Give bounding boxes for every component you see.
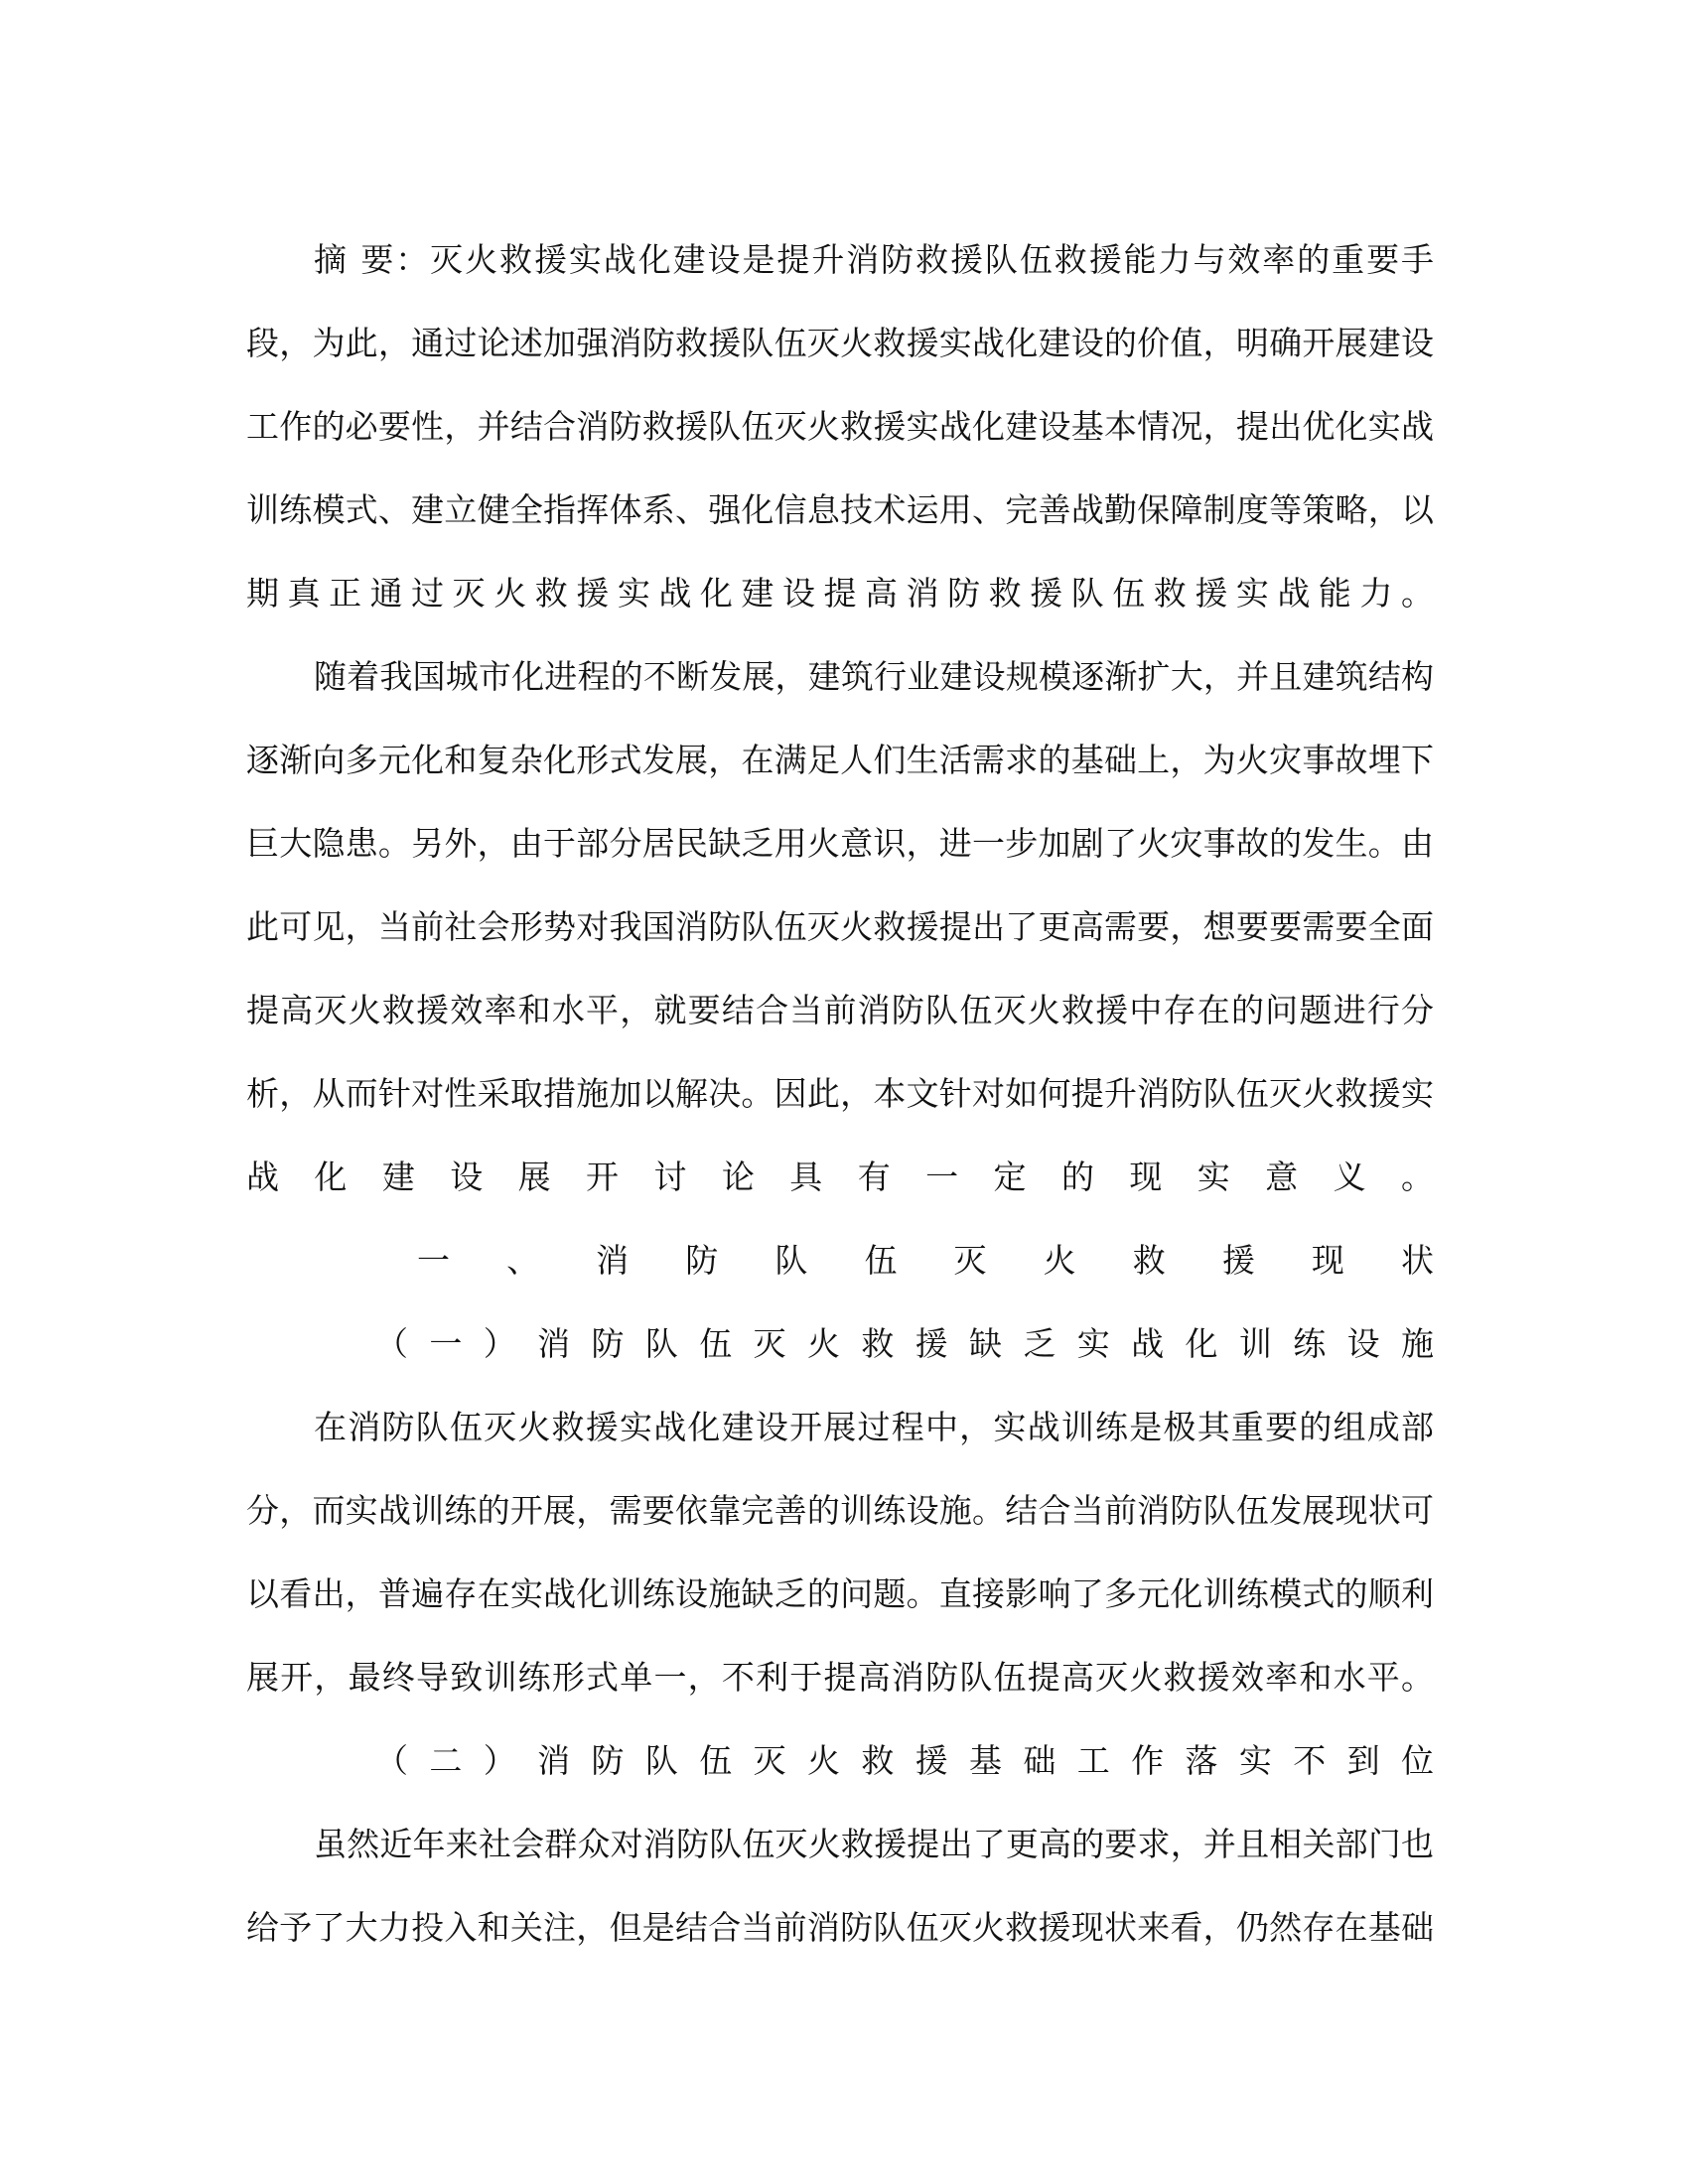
text-line: 以看出，普遍存在实战化训练设施缺乏的问题。直接影响了多元化训练模式的顺利 bbox=[246, 1574, 1434, 1613]
text-line: 巨大隐患。另外，由于部分居民缺乏用火意识，进一步加剧了火灾事故的发生。由 bbox=[246, 824, 1434, 863]
text-line: 提高灭火救援效率和水平，就要结合当前消防队伍灭火救援中存在的问题进行分 bbox=[246, 991, 1434, 1029]
text-line: 展开，最终导致训练形式单一，不利于提高消防队伍提高灭火救援效率和水平。 bbox=[246, 1658, 1434, 1697]
text-line: 期真正通过灭火救援实战化建设提高消防救援队伍救援实战能力。 bbox=[246, 574, 1434, 613]
text-line: 此可见，当前社会形势对我国消防队伍灭火救援提出了更高需要，想要要需要全面 bbox=[246, 907, 1434, 946]
text-line: 摘 要：灭火救援实战化建设是提升消防救援队伍救援能力与效率的重要手 bbox=[314, 240, 1434, 279]
text-line: 随着我国城市化进程的不断发展，建筑行业建设规模逐渐扩大，并且建筑结构 bbox=[314, 657, 1434, 696]
text-line: 逐渐向多元化和复杂化形式发展，在满足人们生活需求的基础上，为火灾事故埋下 bbox=[246, 741, 1434, 779]
section-heading: 一、消防队伍灭火救援现状 bbox=[417, 1241, 1434, 1280]
text-line: 段，为此，通过论述加强消防救援队伍灭火救援实战化建设的价值，明确开展建设 bbox=[246, 324, 1434, 362]
text-line: 在消防队伍灭火救援实战化建设开展过程中，实战训练是极其重要的组成部 bbox=[314, 1408, 1434, 1446]
text-line: 给予了大力投入和关注，但是结合当前消防队伍灭火救援现状来看，仍然存在基础 bbox=[246, 1908, 1434, 1947]
text-line: 分，而实战训练的开展，需要依靠完善的训练设施。结合当前消防队伍发展现状可 bbox=[246, 1491, 1434, 1530]
text-line: 战化建设展开讨论具有一定的现实意义。 bbox=[246, 1158, 1434, 1196]
subsection-heading: （一）消防队伍灭火救援缺乏实战化训练设施 bbox=[375, 1324, 1434, 1363]
subsection-heading: （二）消防队伍灭火救援基础工作落实不到位 bbox=[375, 1741, 1434, 1780]
text-line: 训练模式、建立健全指挥体系、强化信息技术运用、完善战勤保障制度等策略，以 bbox=[246, 490, 1434, 529]
text-line: 虽然近年来社会群众对消防队伍灭火救援提出了更高的要求，并且相关部门也 bbox=[314, 1825, 1434, 1863]
text-line: 析，从而针对性采取措施加以解决。因此，本文针对如何提升消防队伍灭火救援实 bbox=[246, 1074, 1434, 1113]
text-line: 工作的必要性，并结合消防救援队伍灭火救援实战化建设基本情况，提出优化实战 bbox=[246, 407, 1434, 446]
